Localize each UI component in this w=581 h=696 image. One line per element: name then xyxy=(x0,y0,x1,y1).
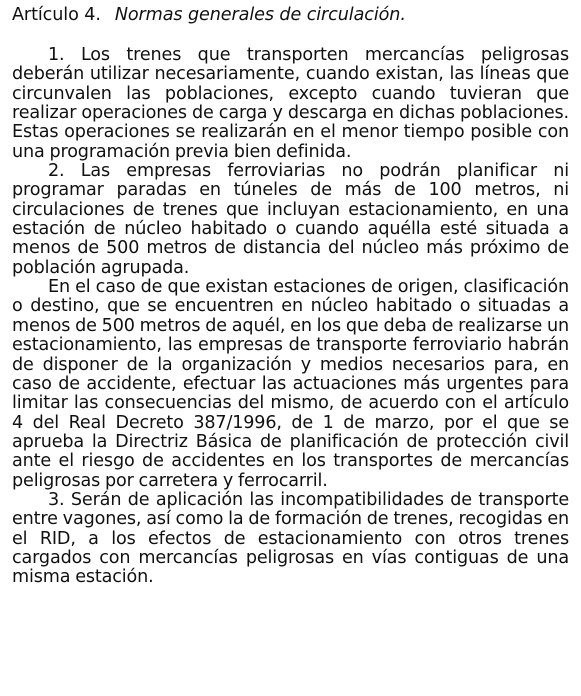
paragraph-1: 1. Los trenes que transporten mercancías peligrosas deberán utilizar necesariamente, cuando existan, las líneas que circunvalen las poblaciones, excepto cuando tuvieran que realizar operaciones de carga y descarga en dichas poblaciones. Estas operaciones se realizarán en el menor tiempo posible con una programación previa bien definida. xyxy=(12,45,569,162)
document-page xyxy=(12,2,569,588)
article-heading xyxy=(12,2,569,28)
paragraph-2-continuation: En el caso de que existan estaciones de origen, clasificación o destino, que se encuentren en núcleo habitado o situadas a menos de 500 metros de aquél, en los que deba de realizarse un estacionamiento, las empresas de transporte ferroviario habrán de disponer de la organización y medios necesarios para, en caso de accidente, efectuar las actuaciones más urgentes para limitar las consecuencias del mismo, de acuerdo con el artículo 4 del Real Decreto 387/1996, de 1 de marzo, por el que se aprueba la Directriz Básica de planificación de protección civil ante el riesgo de accidentes en los transportes de mercancías peligrosas por carretera y ferrocarril. xyxy=(12,277,569,491)
article-number: Artículo 4. xyxy=(12,5,101,25)
article-title: Normas generales de circulación. xyxy=(114,5,406,25)
paragraph-3: 3. Serán de aplicación las incompatibilidades de transporte entre vagones, así como la de formación de trenes, recogidas en el RID, a los efectos de estacionamiento con otros trenes cargados con mercancías peligrosas en vías contiguas de una misma estación. xyxy=(12,489,569,588)
paragraph-2: 2. Las empresas ferroviarias no podrán planificar ni programar paradas en túneles de más de 100 metros, ni circulaciones de trenes que incluyan estacionamiento, en una estación de núcleo habitado o cuando aquélla esté situada a menos de 500 metros de distancia del núcleo más próximo de población agrupada. xyxy=(12,161,569,278)
